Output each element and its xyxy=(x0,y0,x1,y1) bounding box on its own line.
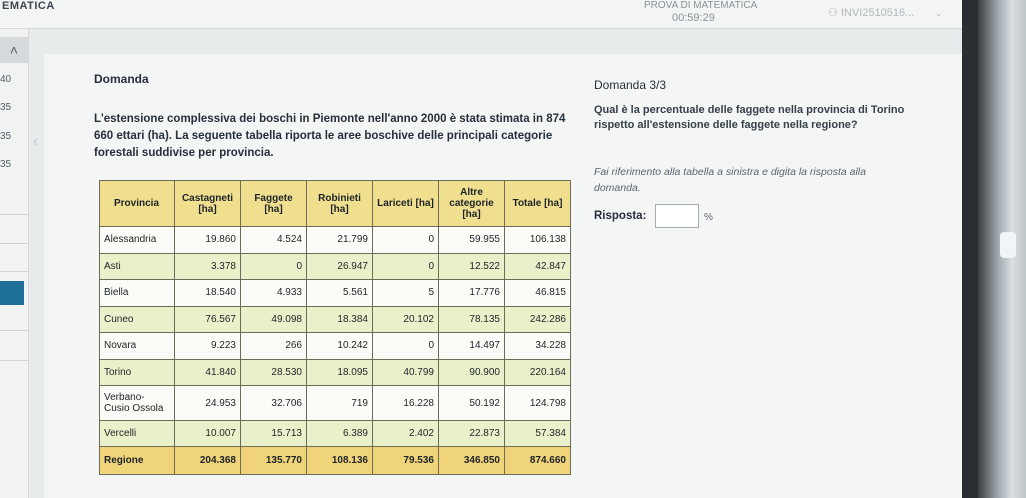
table-cell: 135.770 xyxy=(241,447,307,475)
nav-divider xyxy=(0,271,28,272)
table-header-row xyxy=(100,181,571,227)
table-cell: 719 xyxy=(307,386,373,421)
table-header: Altre categorie [ha] xyxy=(439,181,505,227)
table-cell: 50.192 xyxy=(439,386,505,421)
top-bar xyxy=(0,0,962,29)
answer-unit: % xyxy=(704,212,713,223)
table-cell: 5 xyxy=(373,280,439,307)
table-cell: 0 xyxy=(241,253,307,280)
table-cell: 0 xyxy=(373,333,439,360)
table-cell: 46.815 xyxy=(505,280,571,307)
table-cell: 57.384 xyxy=(505,420,571,447)
nav-divider xyxy=(0,330,28,331)
table-cell: 22.873 xyxy=(439,420,505,447)
table-cell: Vercelli xyxy=(100,420,175,447)
table-cell: 266 xyxy=(241,333,307,360)
nav-score-3[interactable]: 35 xyxy=(0,131,12,142)
table-cell: Cuneo xyxy=(100,306,175,333)
table-cell: 2.402 xyxy=(373,420,439,447)
table-cell: Regione xyxy=(100,447,175,475)
chevron-down-icon[interactable]: ⌄ xyxy=(935,8,943,18)
table-cell: Torino xyxy=(100,359,175,386)
nav-divider xyxy=(0,243,28,244)
table-cell: 16.228 xyxy=(373,386,439,421)
table-header: Lariceti [ha] xyxy=(373,181,439,227)
table-row xyxy=(100,359,571,386)
table-total-row xyxy=(100,447,571,475)
table-header: Provincia xyxy=(100,181,175,227)
countdown-timer: 00:59:29 xyxy=(672,12,715,24)
table-cell: 90.900 xyxy=(439,359,505,386)
nav-score-1[interactable]: 40 xyxy=(0,74,12,85)
user-menu[interactable] xyxy=(828,6,914,19)
table-cell: 242.286 xyxy=(505,306,571,333)
table-cell: 19.860 xyxy=(175,227,241,254)
table-header: Faggete [ha] xyxy=(241,181,307,227)
app-title: EMATICA xyxy=(2,0,55,12)
question-prompt: Qual è la percentuale delle faggete nella provincia di Torino rispetto all'estensione delle faggete nella regione? xyxy=(594,104,905,131)
table-row xyxy=(100,420,571,447)
table-row xyxy=(100,253,571,280)
table-cell: 124.798 xyxy=(505,386,571,421)
exam-name: PROVA DI MATEMATICA xyxy=(644,0,758,11)
table-cell: 18.384 xyxy=(307,306,373,333)
table-cell: 5.561 xyxy=(307,280,373,307)
user-id: INVI2510516... xyxy=(840,7,915,19)
table-cell: 346.850 xyxy=(439,447,505,475)
table-cell: Verbano-Cusio Ossola xyxy=(100,386,175,421)
forest-table xyxy=(99,180,571,475)
table-cell: Novara xyxy=(100,333,175,360)
nav-score-2[interactable]: 35 xyxy=(0,102,12,113)
answer-label: Risposta: xyxy=(594,210,647,222)
table-cell: 0 xyxy=(373,227,439,254)
table-header: Castagneti [ha] xyxy=(175,181,241,227)
table-cell: 4.524 xyxy=(241,227,307,254)
table-cell: 4.933 xyxy=(241,280,307,307)
table-cell: 10.007 xyxy=(175,420,241,447)
collapse-panel-icon[interactable]: ‹ xyxy=(33,133,39,150)
answer-input[interactable] xyxy=(655,204,699,228)
table-cell: Asti xyxy=(100,253,175,280)
table-cell: 24.953 xyxy=(175,386,241,421)
table-cell: 3.378 xyxy=(175,253,241,280)
nav-divider xyxy=(0,360,28,361)
table-cell: 18.540 xyxy=(175,280,241,307)
table-cell: 18.095 xyxy=(307,359,373,386)
question-counter: Domanda 3/3 xyxy=(594,78,667,92)
table-cell: 10.242 xyxy=(307,333,373,360)
question-text: L'estensione complessiva dei boschi in Piemonte nell'anno 2000 è stata stimata in 874 660 ettari (ha). La seguente tabella riporta le aree boschive delle principali categorie forestali suddivise per provincia. xyxy=(94,113,566,159)
table-cell: 14.497 xyxy=(439,333,505,360)
table-row xyxy=(100,333,571,360)
light-reflection xyxy=(1000,232,1016,258)
table-cell: 9.223 xyxy=(175,333,241,360)
table-cell: 17.776 xyxy=(439,280,505,307)
table-cell: 26.947 xyxy=(307,253,373,280)
table-cell: 78.135 xyxy=(439,306,505,333)
table-row xyxy=(100,227,571,254)
nav-score-4[interactable]: 35 xyxy=(0,159,12,170)
table-cell: 79.536 xyxy=(373,447,439,475)
monitor-bezel xyxy=(962,0,978,498)
table-cell: 220.164 xyxy=(505,359,571,386)
table-header: Totale [ha] xyxy=(505,181,571,227)
table-cell: 108.136 xyxy=(307,447,373,475)
table-row xyxy=(100,280,571,307)
table-cell: 28.530 xyxy=(241,359,307,386)
table-cell: 0 xyxy=(373,253,439,280)
table-cell: 76.567 xyxy=(175,306,241,333)
user-icon: ⚇ xyxy=(828,7,838,19)
question-hint: Fai riferimento alla tabella a sinistra e digita la risposta alla domanda. xyxy=(594,166,866,194)
table-cell: 34.228 xyxy=(505,333,571,360)
table-cell: 12.522 xyxy=(439,253,505,280)
table-cell: 20.102 xyxy=(373,306,439,333)
table-cell: 40.799 xyxy=(373,359,439,386)
table-row xyxy=(100,306,571,333)
table-cell: 49.098 xyxy=(241,306,307,333)
table-cell: 42.847 xyxy=(505,253,571,280)
chevron-up-icon[interactable]: ˄ xyxy=(0,37,28,63)
table-cell: 21.799 xyxy=(307,227,373,254)
table-cell: 106.138 xyxy=(505,227,571,254)
nav-divider xyxy=(0,214,28,215)
table-cell: 32.706 xyxy=(241,386,307,421)
question-navigator xyxy=(0,29,29,498)
table-header: Robinieti [ha] xyxy=(307,181,373,227)
nav-active-item[interactable] xyxy=(0,281,24,305)
question-label: Domanda xyxy=(94,72,149,86)
table-cell: Alessandria xyxy=(100,227,175,254)
table-cell: 204.368 xyxy=(175,447,241,475)
table-cell: 874.660 xyxy=(505,447,571,475)
table-cell: 6.389 xyxy=(307,420,373,447)
table-cell: 41.840 xyxy=(175,359,241,386)
table-cell: 59.955 xyxy=(439,227,505,254)
table-cell: 15.713 xyxy=(241,420,307,447)
table-row xyxy=(100,386,571,421)
table-cell: Biella xyxy=(100,280,175,307)
